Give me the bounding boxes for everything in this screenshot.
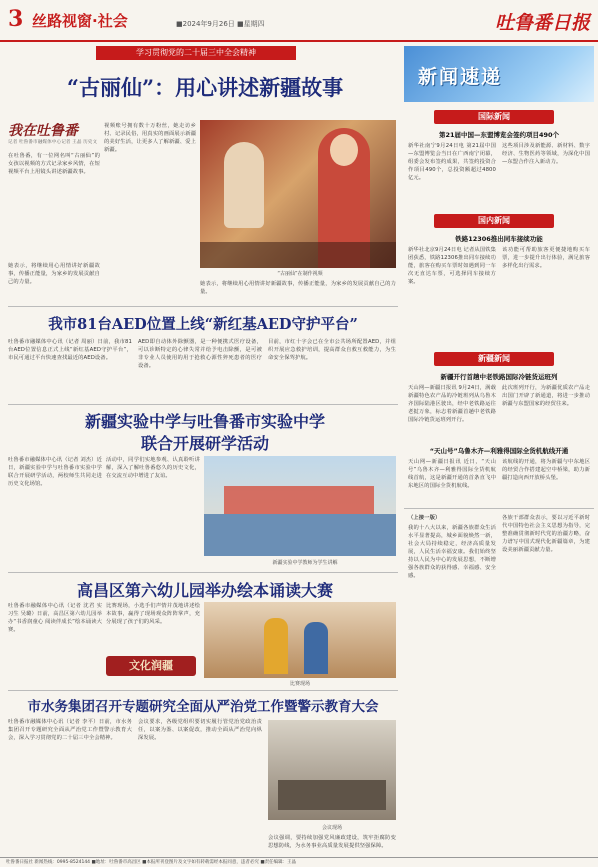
- article-3-col2: 活动中，同学们实地参观、认真聆听讲解，深入了解吐鲁番悠久的历史文化，在交流互动中增进了友谊。: [106, 457, 200, 479]
- article-1-reporter: 记者 吐鲁番市融媒体中心记者 王晶 历史文: [8, 140, 98, 145]
- article-5-title: 市水务集团召开专题研究全面从严治党工作暨警示教育大会: [27, 699, 379, 715]
- section-title: 丝路视窗·社会: [32, 12, 128, 30]
- article-3-col1: 吐鲁番市融媒体中心讯（记者 刘杰）近日，新疆实验中学与吐鲁番市实验中学联合开展研学活动，两校师生共同走进历史文化场馆。: [8, 457, 102, 487]
- xinjiang-col1: 天山网—新疆日报讯 9月24日，满载新疆特色农产品的冷链班列从乌鲁木齐国际陆港区驶出，经中老铁路运往老挝万象，标志着新疆首趟中老铁路国际冷链货运班列开行。: [408, 385, 496, 423]
- article-5-caption: 会议现场: [321, 825, 342, 831]
- main-col2: 各族干部群众表示，要以习近平新时代中国特色社会主义思想为指导，完整准确贯彻新时代党的治疆方略，奋力谱写中国式现代化新疆篇章，为建设美丽新疆贡献力量。: [502, 515, 590, 553]
- article-1-title: “古丽仙”：用心讲述新疆故事: [66, 75, 344, 100]
- main-col1: 我的十八大以来，新疆各族群众生活水平显著提高，城乡面貌焕然一新，社会大局持续稳定，经济高质量发展，人民生活幸福安康。我们始终坚持以人民为中心的发展思想，不断增强各族群众的获得感、幸福感、安全感。: [408, 525, 496, 579]
- article-1-caption: “古丽仙”在制作视频: [277, 271, 323, 277]
- article-1-col4: 她表示，将继续用心用情讲好新疆故事，传播正能量，为家乡的发展贡献自己的力量。: [200, 281, 396, 295]
- news-brief-panel: [404, 46, 594, 856]
- issue-date: ■2024年9月26日 ■星期四: [176, 20, 265, 28]
- intl-col2: 这些项目涉及新能源、新材料、数字经济、生物医药等领域，为深化中国—东盟合作注入新动力。: [502, 143, 590, 165]
- main-lead: （上接一版）: [408, 515, 441, 521]
- intl-col1: 新华社南宁9月24日电 第21届中国—东盟博览会当日在广西南宁闭幕，组委会发布签约成果，共签约投资合作项目490个，总投资额超过4800亿元。: [408, 143, 496, 181]
- divider: [8, 690, 398, 691]
- domestic-title: 铁路12306推出同车接续功能: [455, 235, 543, 243]
- news-brief-title: 新闻速递: [418, 66, 503, 88]
- label-intl: 国际新闻: [434, 110, 554, 124]
- culture-badge: 文化润疆: [106, 656, 196, 676]
- divider: [8, 404, 398, 405]
- page-header: [0, 0, 598, 42]
- column-logo: 我在吐鲁番: [8, 123, 78, 139]
- xinjiang-title-2: “天山号”乌鲁木齐—利雅得国际全货机航线开通: [429, 447, 569, 455]
- label-domestic: 国内新闻: [434, 214, 554, 228]
- xinjiang-title-1: 新疆开行首趟中老铁路国际冷链货运班列: [440, 373, 558, 381]
- article-3-caption: 新疆实验中学教师为学生讲解: [272, 560, 338, 566]
- divider: [8, 572, 398, 573]
- article-1-col2-cont: [104, 286, 196, 302]
- article-1-col3: 她表示，将继续用心用情讲好新疆故事，传播正能量，为家乡的发展贡献自己的力量。: [8, 263, 100, 285]
- xinjiang-col4: 该航线的开通，将为新疆与中东地区的经贸合作搭建起空中桥梁，助力新疆打造向西开放桥头堡。: [502, 459, 590, 481]
- page-number: 3: [8, 6, 24, 32]
- article-4-photo: [204, 602, 396, 678]
- divider: [404, 508, 594, 509]
- domestic-col2: 该功能可帮助旅客更便捷地购买车票，进一步提升出行体验，满足旅客多样化出行需求。: [502, 247, 590, 269]
- article-2-col1: 吐鲁番市融媒体中心讯（记者 周丽）日前，我市81台AED位置信息正式上线“新红基AED守护平台”，市民可通过平台快速查找最近的AED设备。: [8, 339, 132, 361]
- xinjiang-col2: 此次班列开行，为新疆优质农产品走出国门开辟了新通道，将进一步推动新疆与东盟国家的经贸往来。: [502, 385, 590, 407]
- domestic-col1: 新华社北京9月24日电 记者从国铁集团获悉，铁路12306推出同车接续功能，旅客在购买车票时如遇到同一车次无直达车票，可选择同车接续方案。: [408, 247, 496, 285]
- article-3-photo: [204, 456, 396, 556]
- article-2-title: 我市81台AED位置上线“新红基AED守护平台”: [48, 316, 358, 333]
- divider: [8, 306, 398, 307]
- xinjiang-col3: 天山网—新疆日报讯 近日，“天山号”乌鲁木齐—利雅得国际全货机航线首航，这是新疆开通的首条直飞中东地区的国际全货机航线。: [408, 459, 496, 489]
- newspaper-logo: 吐鲁番日报: [494, 12, 590, 34]
- article-1-col2: 视频账号拥有数十万粉丝，她走访乡村、记录民俗，用真实的画面展示新疆的美好生活，让更多人了解新疆、爱上新疆。: [104, 123, 196, 153]
- label-xinjiang: 新疆新闻: [434, 352, 554, 366]
- article-3-title-line1: 新疆实验中学与吐鲁番市实验中学: [84, 412, 325, 431]
- article-5-col1: 吐鲁番市融媒体中心讯（记者 李平）日前，市水务集团召开专题研究全面从严治党工作暨警示教育大会，深入学习贯彻党的二十届三中全会精神。: [8, 719, 132, 741]
- theme-banner: 学习贯彻党的二十届三中全会精神: [96, 46, 296, 60]
- article-2-col3: 目前，市红十字会已在全市公共场所配置AED，并组织开展应急救护培训，提高群众自救互救能力，为生命安全保驾护航。: [268, 339, 396, 361]
- article-5-photo: [268, 720, 396, 820]
- article-1-photo: [200, 120, 396, 268]
- article-5-col3: 会议强调，要持续加强党风廉政建设，筑牢拒腐防变思想防线，为水务事业高质量发展提供坚强保障。: [268, 835, 396, 848]
- article-3-title-line2: 联合开展研学活动: [140, 434, 269, 453]
- article-1-col1: 在吐鲁番，有一位网名叫“古丽仙”的女孩以视频的方式记录家乡风情，在短视频平台上用镜头讲述新疆故事。: [8, 153, 100, 175]
- article-2-col2: AED即自动体外除颤器，是一种便携式医疗设备，可以诊断特定的心律失常并给予电击除颤，是可被非专业人员使用的用于抢救心源性猝死患者的医疗设备。: [138, 339, 262, 369]
- intl-title: 第21届中国—东盟博览会签约项目490个: [438, 131, 560, 139]
- article-4-col2: 比赛现场，小选手们声情并茂地讲述绘本故事，赢得了现场观众阵阵掌声，充分展现了孩子们的风采。: [106, 603, 200, 625]
- article-5-col2: 会议要求，各级党组织要切实履行管党治党政治责任，以案为鉴、以案促改，推动全面从严治党向纵深发展。: [138, 719, 262, 741]
- page-footer: 吐鲁番日报社 新闻热线：0995-8524144 ■地址：吐鲁番市高昌区 ■本报所刊登图片及文字如有转载需经本报同意，违者必究 ■责任编辑：王晶: [0, 857, 598, 867]
- article-4-caption: 比赛现场: [289, 681, 310, 687]
- article-4-title: 高昌区第六幼儿园举办绘本诵读大赛: [76, 581, 333, 600]
- news-brief-banner: [404, 46, 594, 102]
- article-4-col1: 吐鲁番市融媒体中心讯（记者 沈君 实习生 吴璐）日前，高昌区第六幼儿园举办“书香润童心 阅读伴成长”绘本诵读大赛。: [8, 603, 102, 633]
